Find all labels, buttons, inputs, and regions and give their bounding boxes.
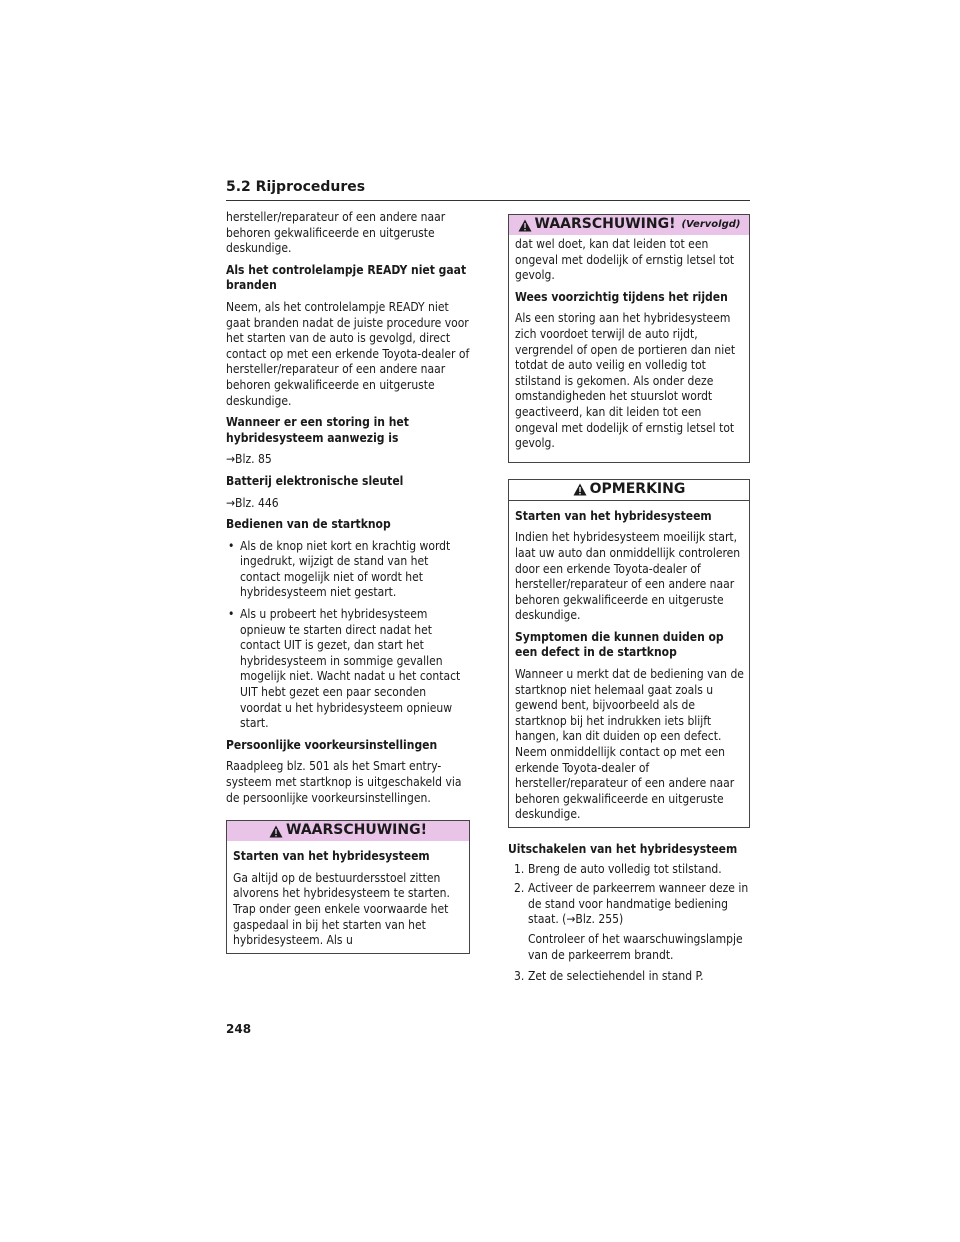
step-text: Activeer de parkeerrem wanneer deze in de stand voor handmatige bediening staat. (→Blz. 255) [528, 881, 749, 927]
warning-title: WAARSCHUWING! [286, 822, 427, 839]
note-title-bar [509, 480, 749, 501]
subheading: Wanneer er een storing in het hybridesysteem aanwezig is [226, 415, 409, 445]
right-column [508, 210, 750, 989]
paragraph: Als een storing aan het hybridesysteem zich voordoet terwijl de auto rijdt, vergrendel of open de portieren dan niet totdat de auto veilig en volledig tot stilstand is gekomen. Als onder deze omstandigheden het stuurslot wordt geactiveerd, kan dit leiden tot een ongeval met dodelijk of ernstig letsel tot gevolg. [515, 311, 736, 451]
warning-box-continued [508, 214, 750, 463]
paragraph: Ga altijd op de bestuurdersstoel zitten alvorens het hybridesysteem te starten. Trap onder geen enkele voorwaarde het gaspedaal in bij het starten van het hybridesysteem. Als u [233, 870, 450, 948]
step-number: 3. [514, 969, 525, 984]
note-box [508, 479, 750, 828]
section-header [226, 178, 750, 201]
paragraph: dat wel doet, kan dat leiden tot een ongeval met dodelijk of ernstig letsel tot gevolg. [515, 237, 735, 283]
section-title: 5.2 Rijprocedures [226, 179, 366, 195]
step-item [508, 881, 750, 928]
step-extra-text: Controleer of het waarschuwingslampje van de parkeerrem brandt. [528, 931, 743, 962]
step-text: Zet de selectiehendel in stand P. [528, 969, 704, 984]
bullet-item: • Als u probeert het hybridesysteem opnieuw te starten direct nadat het contact UIT is gezet, dan start het hybridesysteem in sommige gevallen mogelijk niet. Wacht nadat u het contact UIT hebt gezet een paar seconden voordat u het hybridesysteem opnieuw start. [226, 607, 470, 732]
warning-triangle-icon [269, 825, 283, 838]
notice-triangle-icon [573, 483, 587, 496]
subheading: Als het controlelampje READY niet gaat branden [226, 262, 467, 293]
page-reference: →Blz. 446 [226, 495, 279, 510]
warning-triangle-icon [518, 219, 532, 232]
note-title: OPMERKING [589, 480, 686, 497]
paragraph: Wanneer u merkt dat de bediening van de startknop niet helemaal gaat zoals u gewend bent, bijvoorbeeld als de startknop bij het indrukken iets blijft hangen, kan dit duiden op een defect. Neem onmiddellijk contact op met een erkende Toyota-dealer of hersteller/reparateur of een andere naar behoren gekwalificeerde en uitgeruste deskundige. [515, 667, 744, 822]
warning-title-bar [227, 821, 469, 841]
subheading: Starten van het hybridesysteem [515, 508, 712, 523]
subheading: Batterij elektronische sleutel [226, 473, 404, 488]
paragraph: Indien het hybridesysteem moeilijk start, laat uw auto dan onmiddellijk controleren door een erkende Toyota-dealer of hersteller/reparateur of een andere naar behoren gekwalificeerde en uitgeruste deskundige. [515, 530, 741, 623]
continued-label: (Vervolgd) [681, 219, 741, 231]
left-column [226, 210, 470, 954]
step-item [508, 862, 750, 878]
paragraph: Neem, als het controlelampje READY niet gaat branden nadat de juiste procedure voor het starten van de auto is gevolgd, direct contact op met een erkende Toyota-dealer of hersteller/reparateur of een andere naar behoren gekwalificeerde en uitgeruste deskundige. [226, 299, 470, 408]
subheading: Bedienen van de startknop [226, 517, 391, 532]
page-reference: →Blz. 85 [226, 452, 272, 467]
warning-title-bar [509, 215, 749, 235]
step-text: Breng de auto volledig tot stilstand. [528, 861, 722, 876]
page-number: 248 [226, 1022, 252, 1036]
warning-box [226, 820, 470, 954]
paragraph: Raadpleeg blz. 501 als het Smart entry-systeem met startknop is uitgeschakeld via de persoonlijke voorkeursinstellingen. [226, 759, 462, 805]
subheading: Persoonlijke voorkeursinstellingen [226, 737, 438, 752]
step-number: 2. [514, 881, 525, 896]
warning-title: WAARSCHUWING! [534, 216, 676, 233]
step-number: 1. [514, 861, 525, 876]
subheading: Uitschakelen van het hybridesysteem [508, 842, 738, 856]
subheading: Starten van het hybridesysteem [233, 849, 430, 864]
step-item [508, 969, 750, 985]
paragraph: hersteller/reparateur of een andere naar behoren gekwalificeerde en uitgeruste deskundige. [226, 210, 446, 256]
subheading: Symptomen die kunnen duiden op een defect in de startknop [515, 629, 724, 660]
bullet-item: • Als de knop niet kort en krachtig wordt ingedrukt, wijzigt de stand van het contact mogelijk niet of wordt het hybridesysteem niet gestart. [226, 539, 470, 601]
subheading: Wees voorzichtig tijdens het rijden [515, 289, 728, 304]
